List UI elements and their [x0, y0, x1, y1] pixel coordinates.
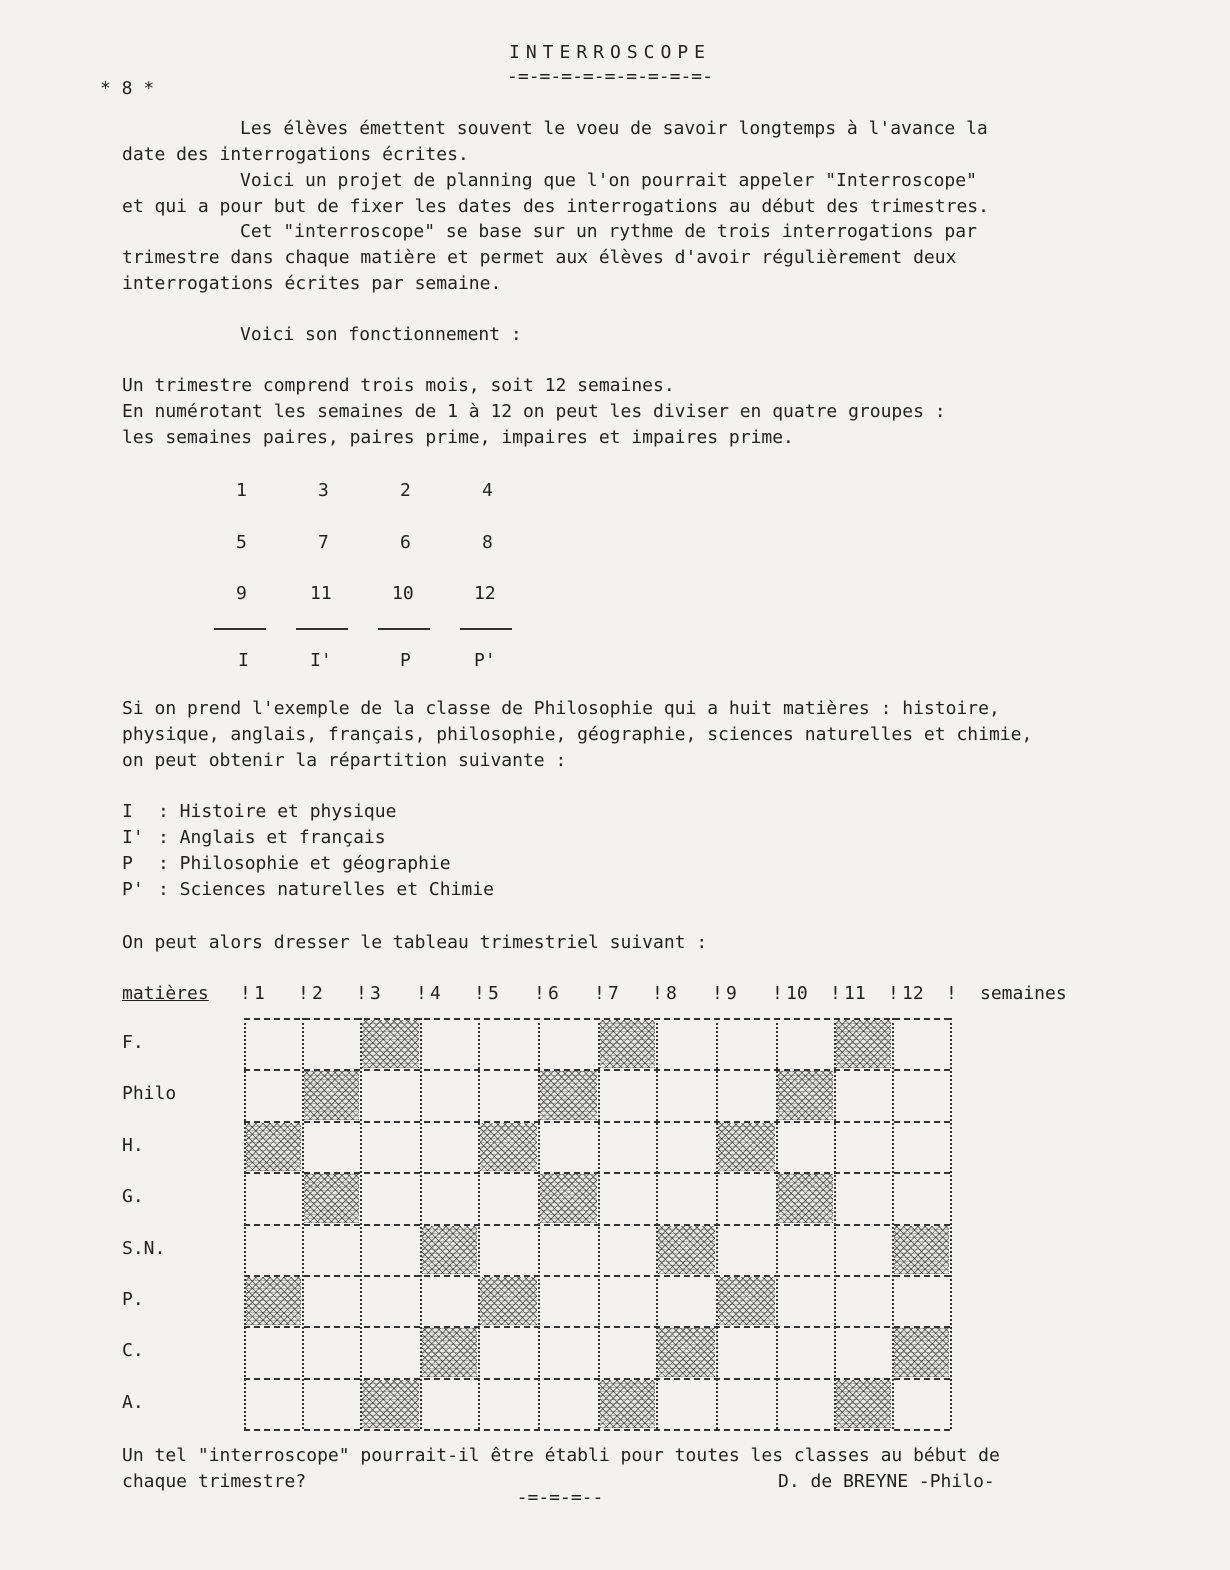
- header-separator: !: [772, 983, 783, 1004]
- scheduled-test-cell: [894, 1328, 949, 1376]
- scheduled-test-cell: [362, 1380, 419, 1428]
- header-separator: !: [712, 983, 723, 1004]
- grid-horizontal-line: [244, 1121, 950, 1123]
- trimester-line: les semaines paires, paires prime, impaires et impaires prime.: [122, 427, 794, 448]
- group-label: P: [400, 650, 411, 671]
- intro-line: Cet "interroscope" se base sur un rythme de trois interrogations par: [240, 221, 977, 242]
- scheduled-test-cell: [718, 1123, 775, 1171]
- week-header: 4: [430, 983, 441, 1004]
- header-separator: !: [474, 983, 485, 1004]
- group-week: 3: [318, 480, 329, 501]
- intro-line: interrogations écrites par semaine.: [122, 273, 502, 294]
- trimester-line: En numérotant les semaines de 1 à 12 on peut les diviser en quatre groupes :: [122, 401, 946, 422]
- repartition-code: I: [122, 801, 155, 822]
- scheduled-test-cell: [480, 1277, 537, 1325]
- intro-line: date des interrogations écrites.: [122, 144, 469, 165]
- header-separator: !: [652, 983, 663, 1004]
- group-week: 4: [482, 480, 493, 501]
- scheduled-test-cell: [778, 1174, 833, 1222]
- scheduled-test-cell: [658, 1328, 715, 1376]
- week-header: 11: [844, 983, 866, 1004]
- grid-horizontal-line: [244, 1326, 950, 1328]
- week-header: 7: [608, 983, 619, 1004]
- header-separator: !: [534, 983, 545, 1004]
- group-divider: [214, 628, 266, 630]
- group-week: 1: [236, 480, 247, 501]
- group-week: 7: [318, 532, 329, 553]
- table-row-header: matières: [122, 983, 209, 1004]
- grid-horizontal-line: [244, 1224, 950, 1226]
- repartition-text: : Philosophie et géographie: [158, 853, 451, 874]
- subject-label: F.: [122, 1032, 144, 1053]
- repartition-code: P': [122, 879, 155, 900]
- scheduled-test-cell: [246, 1277, 301, 1325]
- scheduled-test-cell: [362, 1020, 419, 1068]
- week-header: 8: [666, 983, 677, 1004]
- functioning-heading: Voici son fonctionnement :: [240, 324, 522, 345]
- closing-line: Un tel "interroscope" pourrait-il être établi pour toutes les classes au bébut de: [122, 1445, 1000, 1466]
- group-divider: [460, 628, 512, 630]
- scheduled-test-cell: [600, 1380, 655, 1428]
- week-header: 12: [902, 983, 924, 1004]
- group-label: I': [310, 650, 332, 671]
- group-divider: [296, 628, 348, 630]
- grid-horizontal-line: [244, 1275, 950, 1277]
- header-separator: !: [356, 983, 367, 1004]
- subject-label: Philo: [122, 1083, 177, 1105]
- example-line: Si on prend l'exemple de la classe de Philosophie qui a huit matières : histoire,: [122, 698, 1000, 719]
- subject-label: C.: [122, 1340, 144, 1362]
- repartition-text: : Sciences naturelles et Chimie: [158, 879, 494, 900]
- scheduled-test-cell: [778, 1071, 833, 1119]
- group-week: 12: [474, 583, 496, 604]
- scheduled-test-cell: [894, 1226, 949, 1274]
- header-separator: !: [830, 983, 841, 1004]
- scheduled-test-cell: [540, 1174, 597, 1222]
- week-header: 5: [488, 983, 499, 1004]
- subject-label: A.: [122, 1391, 144, 1413]
- scheduled-test-cell: [600, 1020, 655, 1068]
- group-week: 5: [236, 532, 247, 553]
- grid-horizontal-line: [244, 1429, 950, 1431]
- table-col-suffix: semaines: [980, 983, 1067, 1004]
- example-line: physique, anglais, français, philosophie, géographie, sciences naturelles et chimie,: [122, 724, 1033, 745]
- subject-label: G.: [122, 1186, 144, 1208]
- intro-line: et qui a pour but de fixer les dates des interrogations au début des trimestres.: [122, 196, 989, 217]
- group-week: 11: [310, 583, 332, 604]
- group-week: 10: [392, 583, 414, 604]
- group-week: 9: [236, 583, 247, 604]
- closing-line: chaque trimestre?: [122, 1471, 307, 1492]
- signature: D. de BREYNE -Philo-: [778, 1471, 995, 1492]
- title-underline: -=-=-=-=-=-=-=-=-=-: [507, 66, 713, 87]
- header-separator: !: [416, 983, 427, 1004]
- group-divider: [378, 628, 430, 630]
- document-title: INTERROSCOPE: [508, 42, 712, 63]
- scheduled-test-cell: [718, 1277, 775, 1325]
- header-separator: !: [240, 983, 251, 1004]
- intro-line: trimestre dans chaque matière et permet aux élèves d'avoir régulièrement deux: [122, 247, 957, 268]
- repartition-text: : Histoire et physique: [158, 801, 397, 822]
- week-header: 9: [726, 983, 737, 1004]
- week-header: 6: [548, 983, 559, 1004]
- scheduled-test-cell: [422, 1226, 477, 1274]
- subject-label: S.N.: [122, 1237, 166, 1259]
- intro-line: Les élèves émettent souvent le voeu de savoir longtemps à l'avance la: [240, 118, 988, 139]
- scheduled-test-cell: [246, 1123, 301, 1171]
- scheduled-test-cell: [836, 1020, 891, 1068]
- scheduled-test-cell: [836, 1380, 891, 1428]
- trimester-line: Un trimestre comprend trois mois, soit 12 semaines.: [122, 375, 675, 396]
- page-marker: * 8 *: [100, 78, 155, 99]
- example-line: on peut obtenir la répartition suivante :: [122, 750, 567, 771]
- header-separator: !: [888, 983, 899, 1004]
- header-separator: !: [594, 983, 605, 1004]
- group-label: I: [238, 650, 249, 671]
- footer-mark: -=-=-=--: [516, 1487, 604, 1508]
- subject-label: P.: [122, 1289, 144, 1310]
- scheduled-test-cell: [540, 1071, 597, 1119]
- header-separator: !: [298, 983, 309, 1004]
- repartition-text: : Anglais et français: [158, 827, 386, 848]
- group-week: 6: [400, 532, 411, 553]
- table-intro: On peut alors dresser le tableau trimestriel suivant :: [122, 932, 708, 953]
- subject-label: H.: [122, 1134, 144, 1156]
- scheduled-test-cell: [480, 1123, 537, 1171]
- group-week: 2: [400, 480, 411, 501]
- week-header: 10: [786, 983, 808, 1004]
- week-header: 1: [254, 983, 265, 1004]
- repartition-code: I': [122, 827, 155, 848]
- scheduled-test-cell: [304, 1071, 359, 1119]
- grid-vertical-line: [950, 1018, 952, 1429]
- group-week: 8: [482, 532, 493, 553]
- week-header: 2: [312, 983, 323, 1004]
- header-separator: !: [946, 983, 957, 1004]
- scheduled-test-cell: [422, 1328, 477, 1376]
- scheduled-test-cell: [658, 1226, 715, 1274]
- group-label: P': [474, 650, 496, 671]
- scheduled-test-cell: [304, 1174, 359, 1222]
- intro-line: Voici un projet de planning que l'on pourrait appeler "Interroscope": [240, 170, 977, 191]
- repartition-code: P: [122, 853, 155, 874]
- week-header: 3: [370, 983, 381, 1004]
